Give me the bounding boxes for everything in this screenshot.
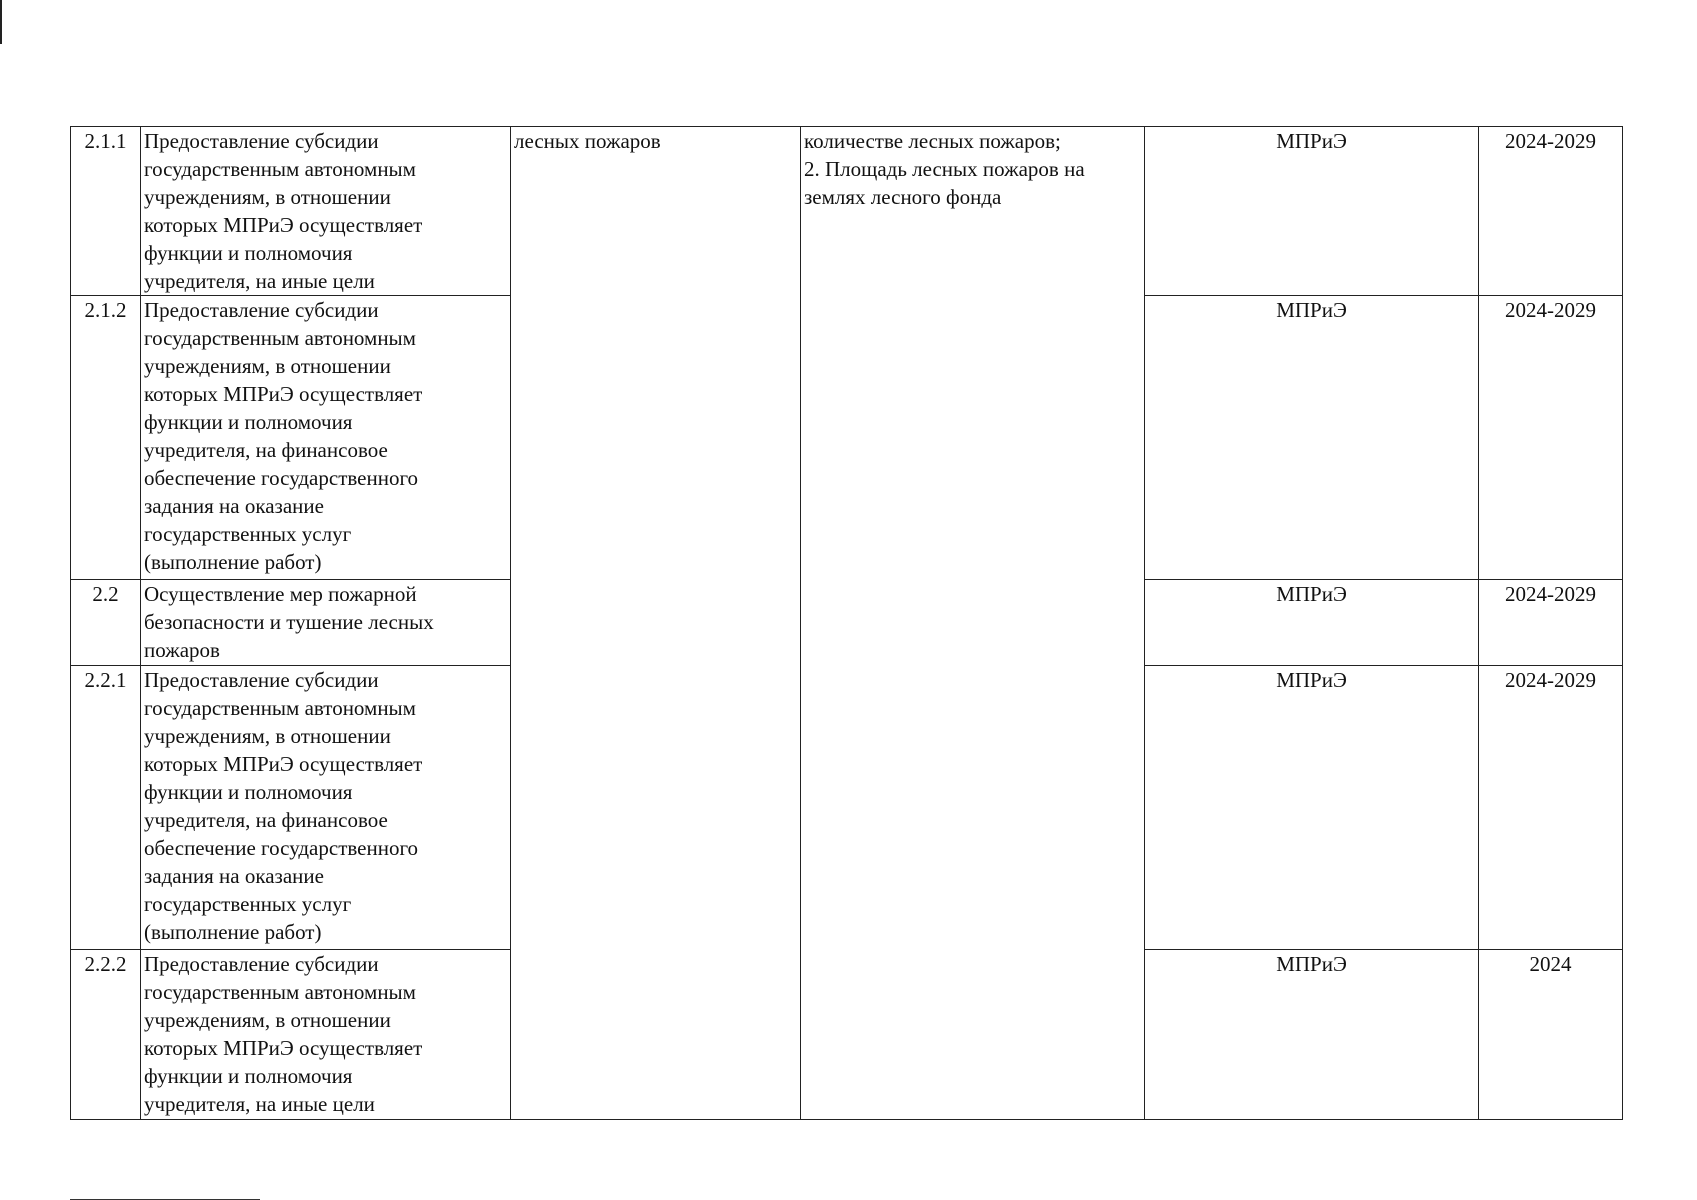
page-edge-mark	[0, 0, 2, 44]
implementation-period: 2024-2029	[1479, 666, 1623, 950]
activity-name: Предоставление субсидии государственным автономным учреждениям, в отношении которых МПРиЭ осуществляет функции и полномочия учредителя, на иные цели	[141, 950, 511, 1120]
activity-name: Предоставление субсидии государственным автономным учреждениям, в отношении которых МПРиЭ осуществляет функции и полномочия учредителя, на иные цели	[141, 127, 511, 296]
activity-name: Предоставление субсидии государственным автономным учреждениям, в отношении которых МПРиЭ осуществляет функции и полномочия учредителя, на финансовое обеспечение государственного задания на оказание государственных услуг (выполнение работ)	[141, 296, 511, 580]
implementation-period: 2024-2029	[1479, 296, 1623, 580]
program-activities-table	[70, 126, 1623, 1120]
goal-cell: лесных пожаров	[511, 127, 801, 1120]
activity-name: Предоставление субсидии государственным автономным учреждениям, в отношении которых МПРиЭ осуществляет функции и полномочия учредителя, на финансовое обеспечение государственного задания на оказание государственных услуг (выполнение работ)	[141, 666, 511, 950]
activity-name: Осуществление мер пожарной безопасности и тушение лесных пожаров	[141, 580, 511, 666]
implementation-period: 2024-2029	[1479, 127, 1623, 296]
implementation-period: 2024-2029	[1479, 580, 1623, 666]
responsible-executor: МПРиЭ	[1145, 127, 1479, 296]
indicator-cell: количестве лесных пожаров; 2. Площадь лесных пожаров на землях лесного фонда	[801, 127, 1145, 1120]
row-number: 2.1.1	[71, 127, 141, 296]
responsible-executor: МПРиЭ	[1145, 580, 1479, 666]
row-number: 2.1.2	[71, 296, 141, 580]
row-number: 2.2.1	[71, 666, 141, 950]
responsible-executor: МПРиЭ	[1145, 950, 1479, 1120]
table-row	[71, 127, 1623, 296]
responsible-executor: МПРиЭ	[1145, 296, 1479, 580]
responsible-executor: МПРиЭ	[1145, 666, 1479, 950]
implementation-period: 2024	[1479, 950, 1623, 1120]
row-number: 2.2.2	[71, 950, 141, 1120]
row-number: 2.2	[71, 580, 141, 666]
